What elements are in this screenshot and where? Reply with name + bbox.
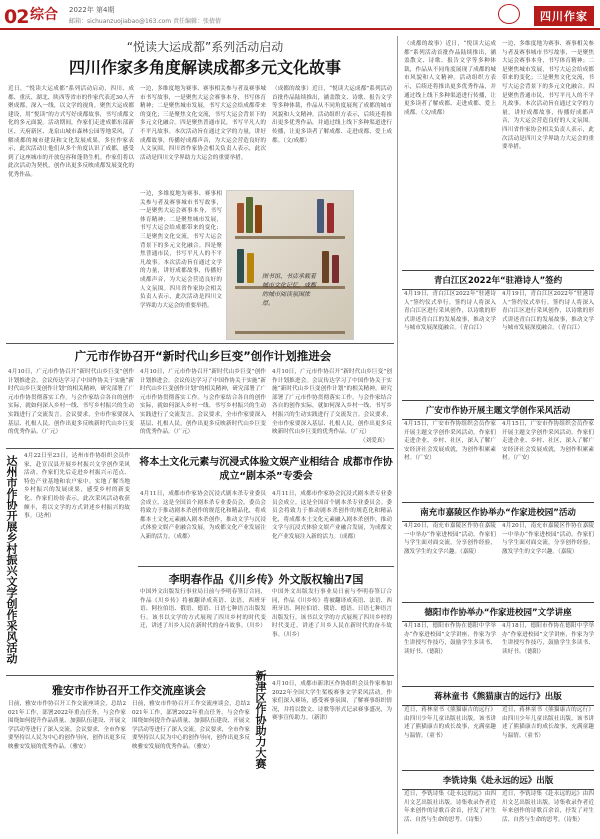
right-body-guangan-b: 4月15日，广安市作协组织会员作家开展主题文学创作采风活动。作家们走进企业、乡村、社区，深入了解广安经济社会发展成就，为创作积累素材。（广安） xyxy=(502,421,594,462)
right-head-jianglin: 蒋林童书《熊猫康吉的远行》出版 xyxy=(402,686,594,706)
logo-emblem-icon xyxy=(498,4,520,24)
page-number: 02 xyxy=(4,6,29,28)
story5-headline: 李明春作品《川乡传》外文版权输出7国 xyxy=(168,573,364,586)
brand-logo: 四川作家 xyxy=(534,6,594,26)
section-name: 综合 xyxy=(30,7,58,23)
story2-headline: 广元市作协召开“新时代山乡巨变”创作计划推进会 xyxy=(74,349,332,363)
right-head-lixian: 李铣诗集《赴永远的远》出版 xyxy=(402,770,594,790)
story6-body-b: 日前，雅安市作协召开工作交流座谈会，总结2021年工作，部署2022年重点任务。与会作家围绕如何提升作品质量、加强队伍建设、开展文学活动等进行了深入交流。会议要求，全市作家要坚持以人民为中心的创作导向，创作出更多反映雅安发展的优秀作品。（雅安） xyxy=(132,701,250,750)
story2-body-b: 4月10日，广元市作协召开“新时代山乡巨变”创作计划推进会。会议传达学习了中国作协关于实施“新时代山乡巨变创作计划”的相关精神，研究部署了广元市作协贯彻落实工作。与会作家结合各自的创作实际，就如何深入乡村一线、书写乡村振兴的生动实践进行了交流发言。会议要求，全市作家要深入基层、扎根人民，创作出更多反映新时代山乡巨变的优秀作品。（广元） xyxy=(140,369,266,436)
story4-headline: 将本土文化元素与沉浸式体验文娱产业相结合 成都市作协成立“剧本杀”专委会 xyxy=(139,457,393,482)
story3-vertical-headline: 达州市作协开展乡村振兴文学创作采风活动 xyxy=(5,455,18,664)
photo-caption: 图书馆、书店承载着城市文化记忆，成都的城市阅读氛围浓厚。 xyxy=(262,273,317,307)
lead-body-col3: （成都的故事）近日，“悦读大运成都”系列活动首批作品陆续推出，涵盖散文、诗歌、报告文学等多种体裁，作品从不同角度展现了成都的城市风貌和人文精神。活动组织方表示，后续还将推出更多优秀作品，并通过线上线下多种渠道进行传播，让更多读者了解成都、走进成都、爱上成都。（文/成都） xyxy=(272,86,392,144)
right-body-qingbaijiang-a: 4月19日，青白江区2022年“驻港诗人”签约仪式举行。签约诗人将深入青白江区进行采风创作，以诗歌的形式讲述青白江的发展故事，推动文学与城市发展深度融合。（青白江） xyxy=(404,291,496,332)
story2-body-a: 4月10日，广元市作协召开“新时代山乡巨变”创作计划推进会。会议传达学习了中国作协关于实施“新时代山乡巨变创作计划”的相关精神，研究部署了广元市作协贯彻落实工作。与会作家结合各自的创作实际，就如何深入乡村一线、书写乡村振兴的生动实践进行了交流发言。会议要求，全市作家要深入基层、扎根人民，创作出更多反映新时代山乡巨变的优秀作品。（广元） xyxy=(8,369,134,436)
email-editor: 邮箱：sichuanzuojiabao@163.com 责任编辑：张倩倩 xyxy=(69,18,222,25)
lead-body-col1: 近日，“悦读大运成都”系列活动启动，四川、成都、重庆、湖北、陕西等省市的作家代表近30人齐聚成都，深入一线，以文学的视角，聚焦大运成都建设，用“悦读”的方式写好成都故事，书写成都文化的多元面貌。活动期间，作家们走进成都东部新区、天府新区、龙泉山城市森林公园等地采风，了解成都的城市建设和文化发展成果。多位作家表示，此次活动让他们从多个角度认识了成都，感受到了这座城市的开放包容和蓬勃生机。作家们将以此次活动为契机，创作出更多反映成都发展变化的优秀作品。 xyxy=(8,86,134,178)
right-body-deyang-b: 4月18日，德阳市作协在德阳中学举办“作家进校园”文学讲座，作家为学生讲授写作技巧，鼓励学生多读书、读好书。（德阳） xyxy=(502,623,594,655)
story4-body-b: 4月11日，成都市作家协会沉浸式剧本杀专业委员会成立。这是全国首个剧本杀专业委员会。委员会将致力于推动剧本杀创作的规范化和精品化，将成都本土文化元素融入剧本杀创作，推动文学与沉浸式体验文娱产业融合发展，为成都文化产业发展注入新的活力。（成都） xyxy=(272,491,392,540)
story3-body: 4月22日至23日，达州市作协组织会员作家，赴宣汉县开展乡村振兴文学创作采风活动。作家们先后走进乡村振兴示范点、特色产业基地和农户家中，实地了解当地乡村振兴的发展成果，感受乡村的新变化。作家们纷纷表示，此次采风活动收获颇丰，将以文学的方式讲述乡村振兴的故事。（达州） xyxy=(24,453,130,520)
story5-body-a: 中国外文出版发行事业局日前与李明春签订合同，作品《川乡传》将被翻译成英语、法语、西班牙语、阿拉伯语、俄语、德语、日语七种语言出版发行。该书以文学的方式展现了四川乡村的时代变迁，讲述了川乡人民在新时代的奋斗故事。（川乡） xyxy=(140,589,266,630)
story2-signature: （刘爱真） xyxy=(360,438,388,444)
right-body-qingbaijiang-b: 4月19日，青白江区2022年“驻港诗人”签约仪式举行。签约诗人将深入青白江区进行采风创作，以诗歌的形式讲述青白江的发展故事，推动文学与城市发展深度融合。（青白江） xyxy=(502,291,594,332)
bookshelf-photo xyxy=(226,190,354,340)
right-body-deyang-a: 4月18日，德阳市作协在德阳中学举办“作家进校园”文学讲座，作家为学生讲授写作技巧，鼓励学生多读书、读好书。（德阳） xyxy=(404,623,496,655)
right-body-guangan-a: 4月15日，广安市作协组织会员作家开展主题文学创作采风活动。作家们走进企业、乡村、社区，深入了解广安经济社会发展成就，为创作积累素材。（广安） xyxy=(404,421,496,462)
lead-kicker: “悦读大运成都”系列活动启动 xyxy=(126,40,284,54)
right-top-body-a: （成都的故事）近日，“悦读大运成都”系列活动首批作品陆续推出，涵盖散文、诗歌、报告文学等多种体裁，作品从不同角度展现了成都的城市风貌和人文精神。活动组织方表示，后续还将推出更多优秀作品，并通过线上线下多种渠道进行传播，让更多读者了解成都、走进成都、爱上成都。（文/成都） xyxy=(404,41,496,116)
lead-headline: 四川作家多角度解读成都多元文化故事 xyxy=(68,58,341,77)
right-head-qingbaijiang: 青白江区2022年“驻港诗人”签约 xyxy=(402,270,594,290)
right-body-lixian-b: 近日，李铣诗集《赴永远的远》由四川文艺出版社出版。诗集收录作者近年来创作的诗歌百余首，抒发了对生活、自然与生命的思考。（诗集） xyxy=(502,791,594,823)
right-body-jianglin-b: 近日，蒋林童书《熊猫康吉的远行》由四川少年儿童出版社出版。该书讲述了熊猫康吉的成长故事，充满童趣与温情。（童书） xyxy=(502,707,594,739)
story6-headline: 雅安市作协召开工作交流座谈会 xyxy=(52,684,206,697)
right-head-nanchong: 南充市嘉陵区作协举办“作家进校园”活动 xyxy=(402,502,594,522)
masthead xyxy=(0,0,600,30)
story6-body-a: 日前，雅安市作协召开工作交流座谈会，总结2021年工作，部署2022年重点任务。与会作家围绕如何提升作品质量、加强队伍建设、开展文学活动等进行了深入交流。会议要求，全市作家要坚持以人民为中心的创作导向，创作出更多反映雅安发展的优秀作品。（雅安） xyxy=(8,701,126,750)
story4-body-a: 4月11日，成都市作家协会沉浸式剧本杀专业委员会成立。这是全国首个剧本杀专业委员会。委员会将致力于推动剧本杀创作的规范化和精品化，将成都本土文化元素融入剧本杀创作，推动文学与沉浸式体验文娱产业融合发展，为成都文化产业发展注入新的活力。（成都） xyxy=(140,491,266,540)
right-body-nanchong-b: 4月20日，南充市嘉陵区作协在嘉陵一中举办“作家进校园”活动。作家们与学生面对面交流，分享创作经验，激发学生的文学兴趣。（嘉陵） xyxy=(502,523,594,555)
date-issue: 2022年 第4期 xyxy=(69,6,115,14)
lead-body-col2: 一边，多维度地为赛事、赛事相关参与者及赛事城市书写故事，一是聚焦大运会赛事本身，书写体育精神；二是聚焦城市发展，书写大运会给成都带来的变化；三是聚焦文化交流，书写大运会背景下的多元文化融合。四是聚焦普通市民，书写平凡人的不平凡故事。本次活动旨在通过文学的力量，讲好成都故事，传播好成都声音，为大运会营造良好的人文氛围。四川省作家协会相关负责人表示，此次活动是四川文学界助力大运会的重要举措。 xyxy=(140,86,266,161)
right-head-guangan: 广安市作协开展主题文学创作采风活动 xyxy=(402,400,594,420)
story7-vertical-headline: 新津区作协助力大赛 xyxy=(254,670,267,769)
story7-body: 4月10日，成都市新津区作协组织会员作家参加2022年全国大学生桨板赛事文学采风活动。作家们深入赛场，感受赛事氛围，了解赛事组织情况，并将以散文、诗歌等形式记录赛事盛况，为赛事宣传助力。（新津） xyxy=(272,681,392,722)
right-top-body-b: 一边，多维度地为赛事、赛事相关参与者及赛事城市书写故事，一是聚焦大运会赛事本身，书写体育精神；二是聚焦城市发展，书写大运会给成都带来的变化；三是聚焦文化交流，书写大运会背景下的多元文化融合。四是聚焦普通市民，书写平凡人的不平凡故事。本次活动旨在通过文学的力量，讲好成都故事，传播好成都声音，为大运会营造良好的人文氛围。四川省作家协会相关负责人表示，此次活动是四川文学界助力大运会的重要举措。 xyxy=(502,41,594,151)
right-body-lixian-a: 近日，李铣诗集《赴永远的远》由四川文艺出版社出版。诗集收录作者近年来创作的诗歌百余首，抒发了对生活、自然与生命的思考。（诗集） xyxy=(404,791,496,823)
right-head-deyang: 德阳市作协举办“作家进校园”文学讲座 xyxy=(402,602,594,622)
story5-body-b: 中国外文出版发行事业局日前与李明春签订合同，作品《川乡传》将被翻译成英语、法语、西班牙语、阿拉伯语、俄语、德语、日语七种语言出版发行。该书以文学的方式展现了四川乡村的时代变迁，讲述了川乡人民在新时代的奋斗故事。（川乡） xyxy=(272,589,392,638)
right-body-nanchong-a: 4月20日，南充市嘉陵区作协在嘉陵一中举办“作家进校园”活动。作家们与学生面对面交流，分享创作经验，激发学生的文学兴趣。（嘉陵） xyxy=(404,523,496,555)
story2-body-c: 4月10日，广元市作协召开“新时代山乡巨变”创作计划推进会。会议传达学习了中国作协关于实施“新时代山乡巨变创作计划”的相关精神，研究部署了广元市作协贯彻落实工作。与会作家结合各自的创作实际，就如何深入乡村一线、书写乡村振兴的生动实践进行了交流发言。会议要求，全市作家要深入基层、扎根人民，创作出更多反映新时代山乡巨变的优秀作品。（广元） xyxy=(272,369,392,436)
right-body-jianglin-a: 近日，蒋林童书《熊猫康吉的远行》由四川少年儿童出版社出版。该书讲述了熊猫康吉的成长故事，充满童趣与温情。（童书） xyxy=(404,707,496,739)
lead-body-col2b: 一边，多维度地为赛事、赛事相关参与者及赛事城市书写故事，一是聚焦大运会赛事本身，书写体育精神；二是聚焦城市发展，书写大运会给成都带来的变化；三是聚焦文化交流，书写大运会背景下的多元文化融合。四是聚焦普通市民，书写平凡人的不平凡故事。本次活动旨在通过文学的力量，讲好成都故事，传播好成都声音，为大运会营造良好的人文氛围。四川省作家协会相关负责人表示，此次活动是四川文学界助力大运会的重要举措。 xyxy=(140,191,222,309)
